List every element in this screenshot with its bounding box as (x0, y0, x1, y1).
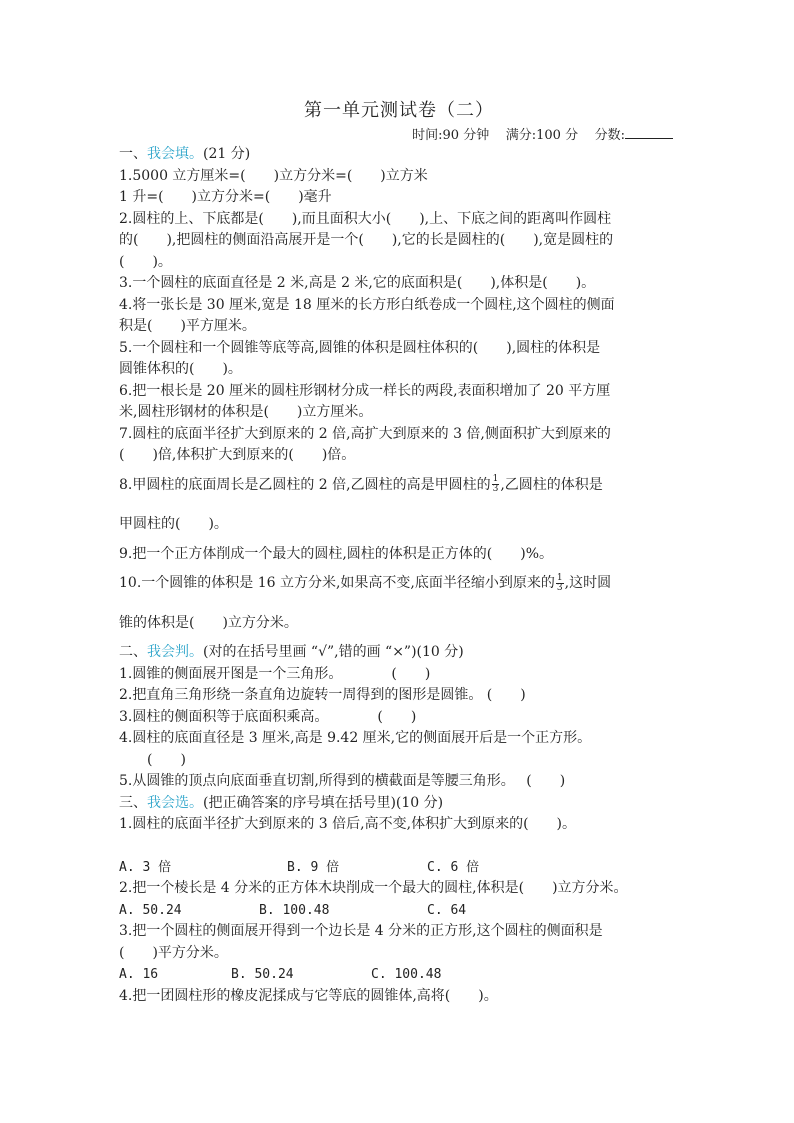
s3-q1-option-b[interactable]: B. 9 倍 (287, 859, 340, 875)
section-2-name: 我会判。 (147, 644, 203, 660)
s1-q2c: ( )。 (119, 253, 172, 270)
section-1-note: (21 分) (203, 146, 251, 162)
s1-q7b: ( )倍,体积扩大到原来的( )倍。 (119, 447, 356, 463)
s1-q5b: 圆锥体积的( )。 (119, 361, 242, 377)
s3-q3-option-a[interactable]: A. 16 (119, 967, 159, 982)
s1-q8a-text: 8.甲圆柱的底面周长是乙圆柱的 2 倍,乙圆柱的高是甲圆柱的 (119, 476, 491, 493)
s3-q4: 4.把一团圆柱形的橡皮泥揉成与它等底的圆锥体,高将( )。 (119, 987, 498, 1004)
section-3-note: (把正确答案的序号填在括号里)(10 分) (203, 794, 444, 811)
s3-q3-options (119, 964, 679, 986)
s1-q2b: 的( ),把圆柱的侧面沿高展开是一个( ),它的长是圆柱的( ),宽是圆柱的 (119, 232, 614, 248)
s1-q8a-end: ,乙圆柱的体积是 (500, 476, 603, 493)
time-limit: 时间:90 分钟 (412, 128, 490, 143)
exam-meta (119, 124, 673, 144)
s3-q3-option-b[interactable]: B. 50.24 (231, 967, 294, 982)
s1-q8-fraction (492, 475, 500, 494)
s3-q2-option-a[interactable]: A. 50.24 (119, 902, 182, 918)
s1-q10-fraction-denominator: 3 (556, 582, 563, 593)
section-1-prefix: 一、 (119, 146, 147, 162)
s1-q10b: 锥的体积是( )立方分米。 (119, 614, 298, 631)
score-blank[interactable] (625, 124, 673, 139)
s1-q4b: 积是( )平方厘米。 (119, 318, 256, 334)
full-score: 满分:100 分 (505, 128, 579, 143)
s3-q1: 1.圆柱的底面半径扩大到原来的 3 倍后,高不变,体积扩大到原来的( )。 (119, 816, 576, 832)
s1-q10a-text: 10.一个圆锥的体积是 16 立方分米,如果高不变,底面半径缩小到原来的 (119, 575, 555, 591)
s3-q2-options (119, 900, 679, 922)
s3-q3a: 3.把一个圆柱的侧面展开得到一个边长是 4 分米的正方形,这个圆柱的侧面积是 (119, 923, 603, 939)
s1-q5a: 5.一个圆柱和一个圆锥等底等高,圆锥的体积是圆柱体积的( ),圆柱的体积是 (119, 339, 601, 356)
s3-q3b: ( )平方分米。 (119, 944, 228, 961)
section-1-name: 我会填。 (147, 146, 203, 162)
s1-q4a: 4.将一张长是 30 厘米,宽是 18 厘米的长方形白纸卷成一个圆柱,这个圆柱的侧面 (119, 296, 615, 313)
score-label: 分数: (594, 128, 625, 143)
s1-q6b: 米,圆柱形钢材的体积是( )立方厘米。 (119, 404, 373, 420)
s1-q8-fraction-numerator: 1 (492, 474, 499, 484)
s3-q3-option-c[interactable]: C. 100.48 (371, 967, 442, 982)
s1-q8a (119, 475, 679, 497)
s1-q9: 9.把一个正方体削成一个最大的圆柱,圆柱的体积是正方体的( )%。 (119, 545, 554, 562)
exam-page (119, 98, 679, 1007)
s3-q1-option-c[interactable]: C. 6 倍 (427, 859, 480, 875)
section-2-note: (对的在括号里画 “√”,错的画 “×”)(10 分) (203, 644, 464, 660)
s1-q6a: 6.把一根长是 20 厘米的圆柱形钢材分成一样长的两段,表面积增加了 20 平方厘 (119, 382, 611, 399)
s1-q10a (119, 573, 679, 595)
s1-q7a: 7.圆柱的底面半径扩大到原来的 2 倍,高扩大到原来的 3 倍,侧面积扩大到原来的 (119, 425, 611, 442)
section-3-heading (119, 793, 679, 815)
section-2-prefix: 二、 (119, 644, 147, 660)
section-1-heading (119, 144, 679, 166)
s3-q1-options (119, 857, 679, 879)
section-2-heading (119, 642, 679, 664)
s2-q2: 2.把直角三角形绕一条直角边旋转一周得到的图形是圆锥。 ( ) (119, 687, 526, 703)
s1-q1b: 1 升=( )立方分米=( )毫升 (119, 189, 332, 205)
s1-q10a-end: ,这时圆 (564, 575, 612, 591)
s3-q1-option-a[interactable]: A. 3 倍 (119, 859, 172, 875)
s2-q1: 1.圆锥的侧面展开图是一个三角形。 ( ) (119, 665, 431, 682)
section-3-prefix: 三、 (119, 794, 147, 811)
s2-q4a: 4.圆柱的底面直径是 3 厘米,高是 9.42 厘米,它的侧面展开后是一个正方形。 (119, 730, 592, 746)
s3-q2-option-b[interactable]: B. 100.48 (259, 902, 330, 918)
s2-q4b: ( ) (147, 751, 186, 768)
s1-q1a: 1.5000 立方厘米=( )立方分米=( )立方米 (119, 167, 428, 184)
s3-q2-option-c[interactable]: C. 64 (427, 902, 467, 918)
section-3-name: 我会选。 (147, 794, 203, 811)
s1-q10-fraction-numerator: 1 (556, 572, 563, 583)
s1-q8b: 甲圆柱的( )。 (119, 516, 228, 532)
s1-q8-fraction-denominator: 3 (492, 484, 499, 494)
s1-q10-fraction (556, 574, 564, 593)
page-title: 第一单元测试卷（二） (304, 100, 494, 121)
s2-q5: 5.从圆锥的顶点向底面垂直切割,所得到的横截面是等腰三角形。 ( ) (119, 773, 566, 789)
s3-q2: 2.把一个棱长是 4 分米的正方体木块削成一个最大的圆柱,体积是( )立方分米。 (119, 880, 628, 896)
s1-q3: 3.一个圆柱的底面直径是 2 米,高是 2 米,它的底面积是( ),体积是( )。 (119, 275, 596, 291)
s2-q3: 3.圆柱的侧面积等于底面积乘高。 ( ) (119, 708, 417, 725)
s1-q2a: 2.圆柱的上、下底都是( ),而且面积大小( ),上、下底之间的距离叫作圆柱 (119, 210, 612, 227)
